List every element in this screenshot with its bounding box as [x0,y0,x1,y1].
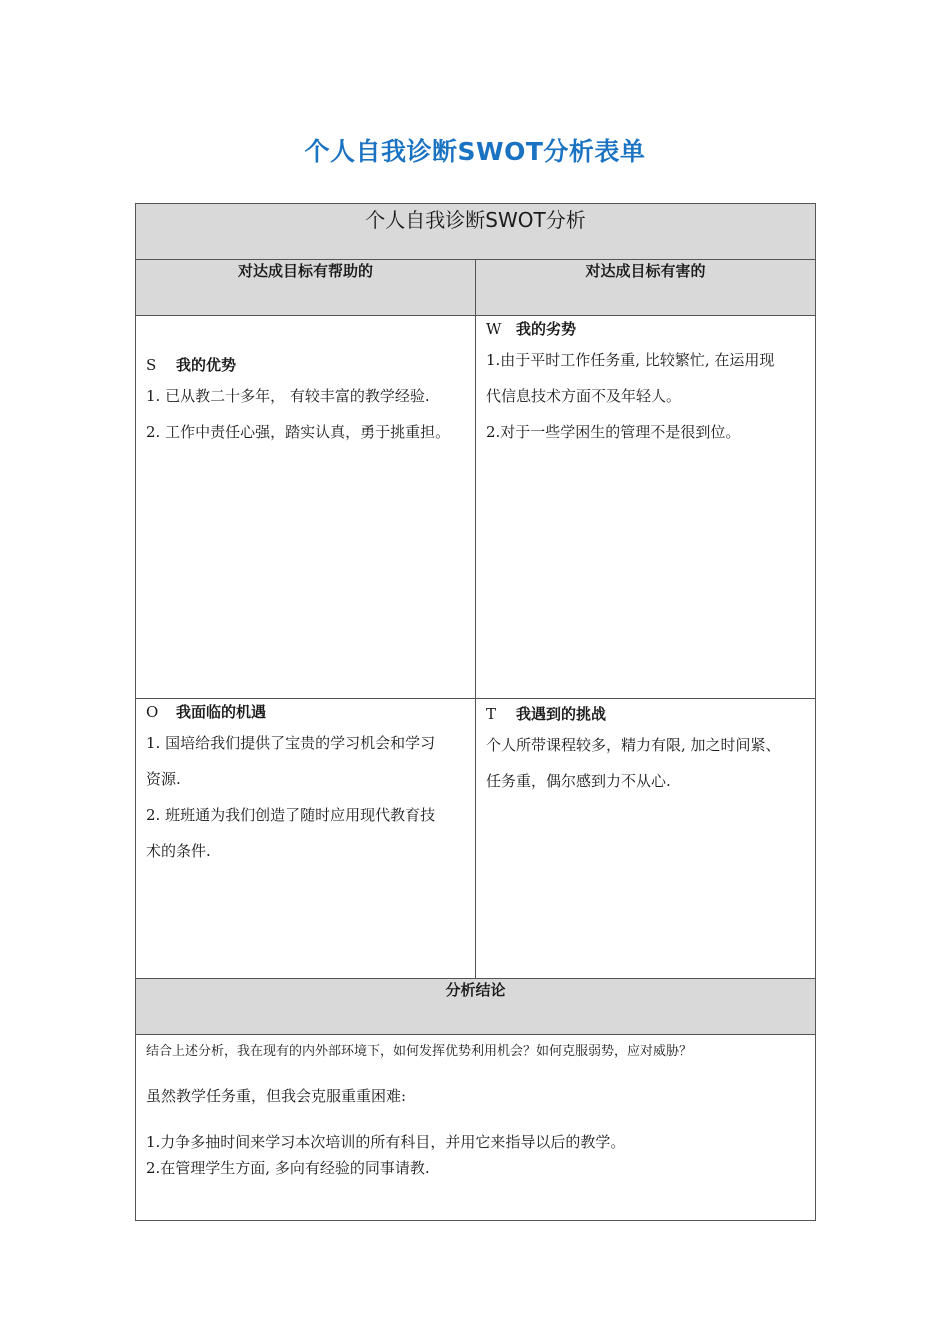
strengths-item: 1. 已从教二十多年， 有较丰富的教学经验. [146,387,430,405]
conclusion-header: 分析结论 [136,979,816,1035]
weaknesses-title: 我的劣势 [516,320,577,338]
weaknesses-item: 1.由于平时工作任务重, 比较繁忙, 在运用现 [486,351,775,369]
weaknesses-item: 2.对于一些学困生的管理不是很到位。 [486,423,741,441]
threats-item: 个人所带课程较多，精力有限, 加之时间紧、 [486,736,781,754]
opportunities-heading [146,701,467,723]
conclusion-point: 2.在管理学生方面, 多向有经验的同事请教. [146,1159,430,1177]
weaknesses-cell [476,316,816,699]
conclusion-row [136,1035,816,1221]
conclusion-point: 1.力争多抽时间来学习本次培训的所有科目，并用它来指导以后的教学。 [146,1133,626,1151]
opportunities-item: 1. 国培给我们提供了宝贵的学习机会和学习 [146,734,436,752]
opportunities-item: 术的条件. [146,842,211,860]
conclusion-question: 结合上述分析，我在现有的内外部环境下，如何发挥优势利用机会？如何克服弱势，应对威胁？ [146,1044,693,1059]
harmful-header: 对达成目标有害的 [476,260,816,316]
threats-heading [486,703,807,725]
strengths-weaknesses-row [136,316,816,699]
opportunities-cell [136,699,476,979]
conclusion-intro: 虽然教学任务重，但我会克服重重困难: [146,1087,407,1105]
helpful-header: 对达成目标有帮助的 [136,260,476,316]
threats-letter: T [486,705,497,723]
strengths-letter: S [146,356,157,374]
swot-column-headers [136,260,816,316]
weaknesses-item: 代信息技术方面不及年轻人。 [486,387,682,405]
strengths-heading [146,354,467,376]
opportunities-threats-row [136,699,816,979]
conclusion-header-row [136,979,816,1035]
swot-table-title: 个人自我诊断SWOT分析 [136,204,816,260]
document-title: 个人自我诊断SWOT分析表单 [304,137,646,166]
swot-title-row [136,204,816,260]
threats-cell [476,699,816,979]
opportunities-item: 2. 班班通为我们创造了随时应用现代教育技 [146,806,436,824]
opportunities-letter: O [146,703,159,721]
weaknesses-heading [486,318,807,340]
threats-title: 我遇到的挑战 [516,705,607,723]
opportunities-item: 资源. [146,770,181,788]
threats-item: 任务重，偶尔感到力不从心. [486,772,671,790]
strengths-cell [136,316,476,699]
opportunities-title: 我面临的机遇 [176,703,267,721]
strengths-item: 2. 工作中责任心强，踏实认真，勇于挑重担。 [146,423,451,441]
strengths-title: 我的优势 [176,356,237,374]
conclusion-cell [136,1035,816,1221]
swot-table [135,203,816,1221]
weaknesses-letter: W [486,320,502,338]
